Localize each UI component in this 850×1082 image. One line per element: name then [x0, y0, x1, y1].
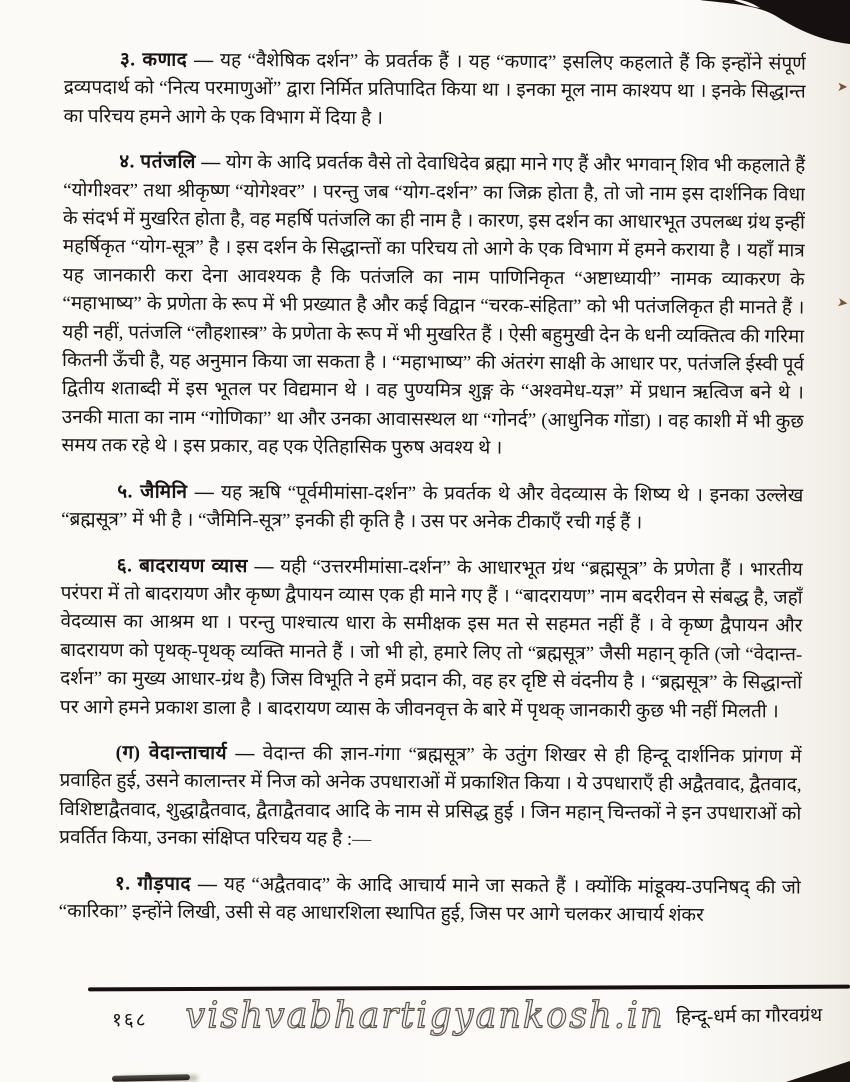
paragraph-badarayan-vyas-heading: ६. बादरायण व्यास —: [116, 554, 275, 577]
paragraph-jaimini: [61, 478, 803, 539]
paragraph-kanad: [63, 46, 806, 136]
scan-smudge-bottom: [112, 1074, 190, 1082]
scan-edge-mark-icon: ➤: [837, 80, 848, 95]
watermark-text: vishvabhartigyankosh.in: [185, 995, 665, 1037]
paragraph-patanjali: [61, 148, 805, 465]
paragraph-kanad-body: यह “वैशेषिक दर्शन” के प्रवर्तक हैं । यह “कणाद” इसलिए कहलाते हैं कि इन्होंने संपूर्ण द्रव्यपदार्थ को “नित्य परमाणुओं” द्वारा निर्मित प्रतिपादित किया था । इनका मूल नाम काश्यप था । इनके सिद्धान्त का परिचय हमने आगे के एक विभाग में दिया है ।: [63, 49, 806, 129]
paragraph-vedantacharya-body: वेदान्त की ज्ञान-गंगा “ब्रह्मसूत्र” के उतुंग शिखर से ही हिन्दू दार्शनिक प्रांगण में प्रवाहित हुई, उसने कालान्तर में निज को अनेक उपधाराओं में प्रकाशित किया । ये उपधाराएँ ही अद्वैतवाद, द्वैतवाद, विशिष्टाद्वैतवाद, शुद्धाद्वैतवाद, द्वैताद्वैतवाद आदि के नाम से प्रसिद्ध हुई । जिन महान् चिन्तकों ने इन उपधाराओं को प्रवर्तित किया, उनका संक्षिप्त परिचय यह है :—: [59, 743, 802, 851]
paragraph-vedantacharya-heading: (ग) वेदान्ताचार्य —: [115, 742, 256, 765]
book-title: हिन्दू-धर्म का गौरवग्रंथ: [675, 1004, 823, 1029]
paragraph-gaudapad: [59, 870, 801, 931]
scan-corner-shadow-bottom-right: [786, 1061, 850, 1082]
paragraph-gaudapad-heading: १. गौड़पाद —: [114, 872, 218, 895]
scan-edge-mark-icon: ➤: [836, 295, 849, 312]
footer-divider: [88, 985, 850, 992]
page-text-block: [58, 46, 806, 989]
paragraph-patanjali-heading: ४. पतंजलि —: [119, 151, 221, 174]
paragraph-jaimini-heading: ५. जैमिनि —: [117, 481, 215, 503]
page-number: १६८: [112, 1010, 148, 1031]
paragraph-gaudapad-body: यह “अद्वैतवाद” के आदि आचार्य माने जा सकते हैं । क्योंकि मांडूक्य-उपनिषद् की जो “कारिका” इन्होंने लिखी, उसी से वह आधारशिला स्थापित हुई, जिस पर आगे चलकर आचार्य शंकर: [58, 873, 801, 926]
paragraph-kanad-heading: ३. कणाद —: [119, 49, 214, 71]
paragraph-vedantacharya: [59, 739, 802, 857]
paragraph-badarayan-vyas: [60, 551, 803, 726]
scan-corner-shadow-top-right: [700, 0, 850, 70]
paragraph-jaimini-body: यह ऋषि “पूर्वमीमांसा-दर्शन” के प्रवर्तक थे और वेदव्यास के शिष्य थे । इनका उल्लेख “ब्रह्मसूत्र” में भी है । “जैमिनि-सूत्र” इनकी ही कृति है । उस पर अनेक टीकाएँ रची गई हैं ।: [61, 481, 804, 534]
page-footer: [0, 995, 850, 1040]
paragraph-badarayan-vyas-body: यही “उत्तरमीमांसा-दर्शन” के आधारभूत ग्रंथ “ब्रह्मसूत्र” के प्रणेता हैं । भारतीय परंपरा में तो बादरायण और कृष्ण द्वैपायन व्यास एक ही माने गए हैं । “बादरायण” नाम बदरीवन से संबद्ध है, जहाँ वेदव्यास का आश्रम था । परन्तु पाश्चात्य धारा के समीक्षक इस मत से सहमत नहीं हैं । वे कृष्ण द्वैपायन और बादरायण को पृथक्-पृथक् व्यक्ति मानते हैं । जो भी हो, हमारे लिए तो “ब्रह्मसूत्र” जैसी महान् कृति (जो “वेदान्त-दर्शन” का मुख्य आधार-ग्रंथ है) जिस विभूति ने हमें प्रदान की, वह हर दृष्टि से वंदनीय है । “ब्रह्मसूत्र” के सिद्धान्तों पर आगे हमने प्रकाश डाला है । बादरायण व्यास के जीवनवृत्त के बारे में पृथक् जानकारी कुछ भी नहीं मिलती ।: [59, 555, 803, 722]
paragraph-patanjali-body: योग के आदि प्रवर्तक वैसे तो देवाधिदेव ब्रह्मा माने गए हैं और भगवान् शिव भी कहलाते हैं “योगीश्वर” तथा श्रीकृष्ण “योगेश्वर” । परन्तु जब “योग-दर्शन” का जिक्र होता है, तो जो नाम इस दार्शनिक विधा के संदर्भ में मुखरित होता है, वह महर्षि पतंजलि का ही नाम है । कारण, इस दर्शन का आधारभूत उपलब्ध ग्रंथ इन्हीं महर्षिकृत “योग-सूत्र” है । इस दर्शन के सिद्धान्तों का परिचय तो आगे के एक विभाग में हमने कराया है । यहाँ मात्र यह जानकारी करा देना आवश्यक है कि पतंजलि का नाम पाणिनिकृत “अष्टाध्यायी” नामक व्याकरण के “महाभाष्य” के प्रणेता के रूप में भी प्रख्यात है और कई विद्वान “चरक-संहिता” को भी पतंजलिकृत ही मानते हैं । यही नहीं, पतंजलि “लौहशास्त्र” के प्रणेता के रूप में भी मुखरित हैं । ऐसी बहुमुखी देन के धनी व्यक्तित्व की गरिमा कितनी ऊँची है, यह अनुमान किया जा सकता है । “महाभाष्य” की अंतरंग साक्षी के आधार पर, पतंजलि ईस्वी पूर्व द्वितीय शताब्दी में इस भूतल पर विद्यमान थे । वह पुण्यमित्र शुङ्ग के “अश्वमेध-यज्ञ” में प्रधान ऋत्विज बने थे । उनकी माता का नाम “गोणिका” था और उनका आवासस्थल था “गोनर्द” (आधुनिक गोंडा) । वह काशी में भी कुछ समय तक रहे थे । इस प्रकार, वह एक ऐतिहासिक पुरुष अवश्य थे ।: [61, 152, 806, 459]
